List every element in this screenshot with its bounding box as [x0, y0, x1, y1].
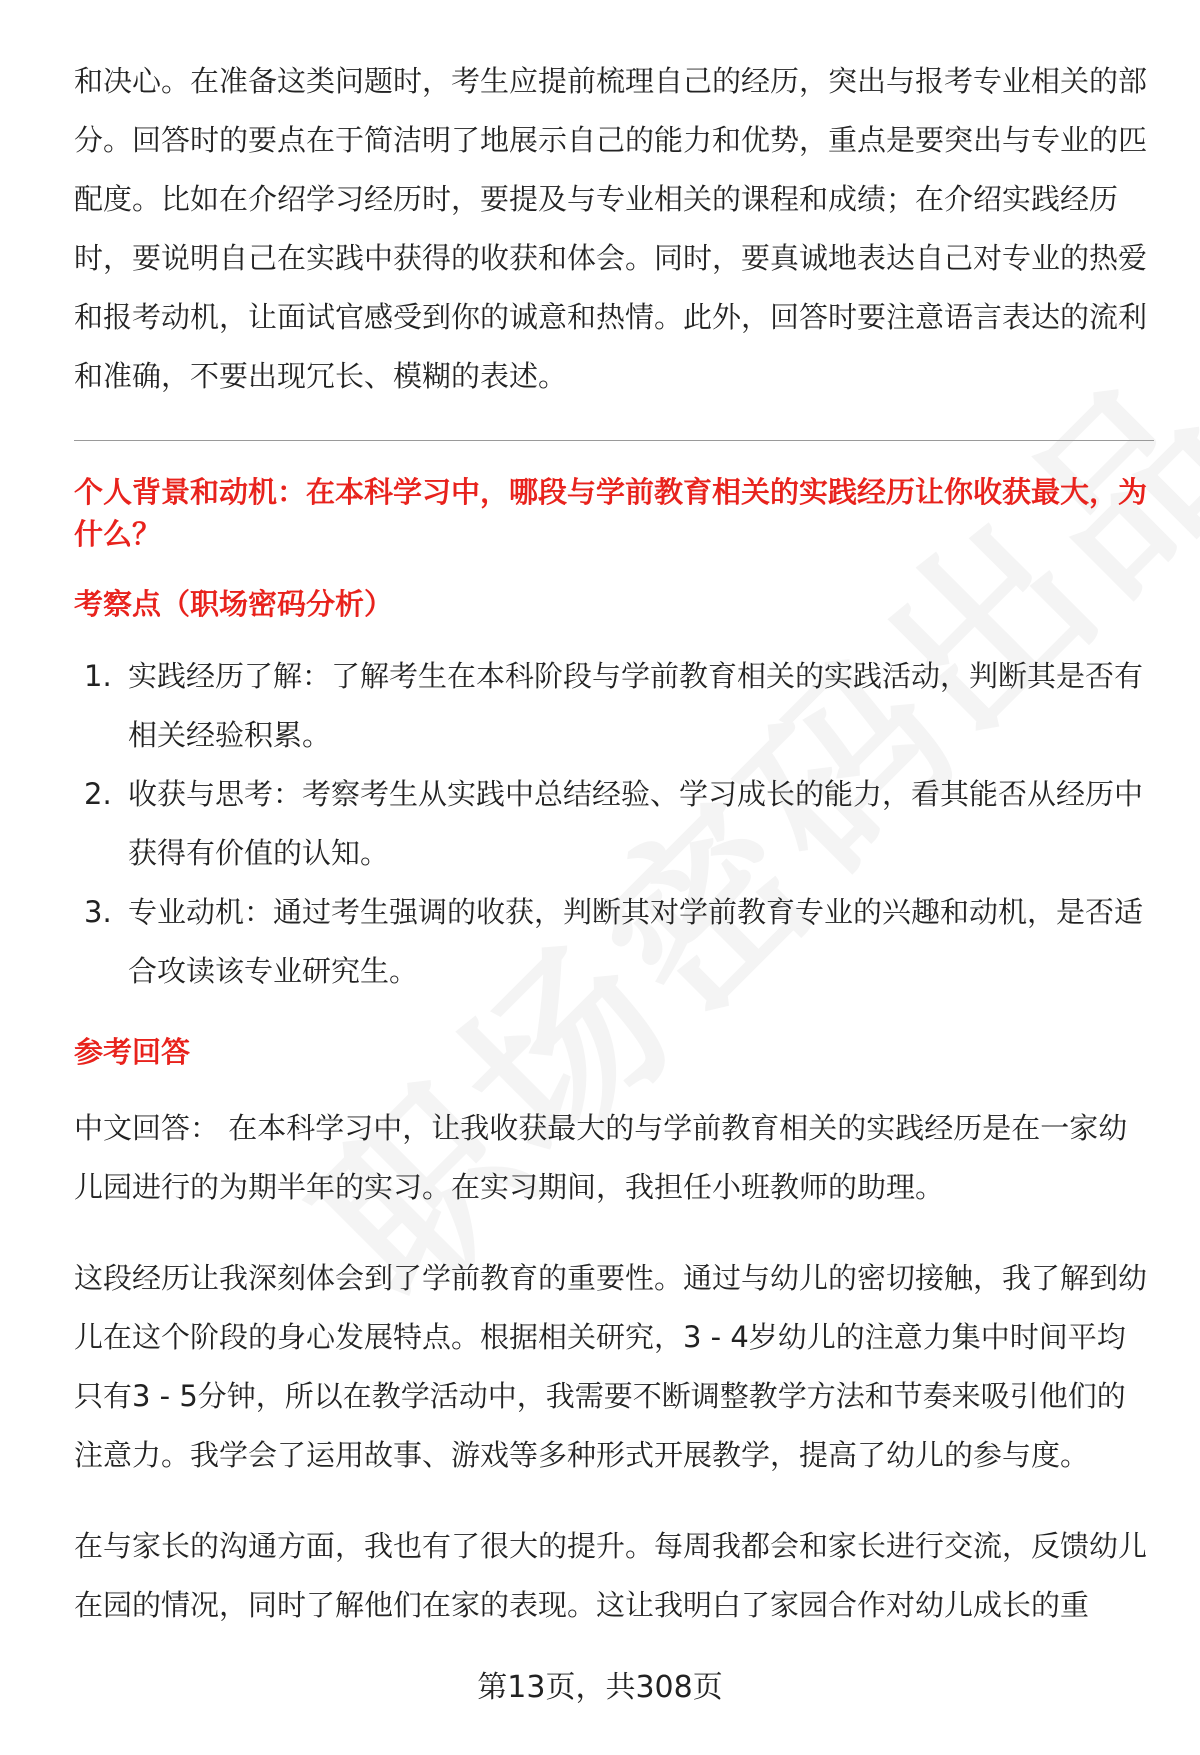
list-item-text: 专业动机：通过考生强调的收获，判断其对学前教育专业的兴趣和动机，是否适合攻读该专业研究生。 [128, 895, 1144, 988]
answer-paragraph-2: 这段经历让我深刻体会到了学前教育的重要性。通过与幼儿的密切接触，我了解到幼儿在这个阶段的身心发展特点。根据相关研究，3 - 4岁幼儿的注意力集中时间平均只有3 - 5分钟，所以在教学活动中，我需要不断调整教学方法和节奏来吸引他们的注意力。我学会了运用故事、游戏等多种形式开展教学，提高了幼儿的参与度。 [74, 1261, 1148, 1472]
points-heading: 考察点（职场密码分析） [74, 587, 394, 621]
list-item [74, 765, 1154, 883]
section-divider [74, 440, 1154, 441]
page-content [74, 52, 1154, 1635]
list-item-text: 收获与思考：考察考生从实践中总结经验、学习成长的能力，看其能否从经历中获得有价值的认知。 [128, 777, 1144, 870]
question-title: 个人背景和动机：在本科学习中，哪段与学前教育相关的实践经历让你收获最大，为什么？ [74, 475, 1148, 551]
list-item [74, 647, 1154, 765]
page-number: 第13页，共308页 [477, 1670, 723, 1705]
answer-paragraph-3: 在与家长的沟通方面，我也有了很大的提升。每周我都会和家长进行交流，反馈幼儿在园的情况，同时了解他们在家的表现。这让我明白了家园合作对幼儿成长的重 [74, 1529, 1148, 1622]
answer-heading: 参考回答 [74, 1035, 191, 1069]
list-item-number: 2. [84, 777, 112, 811]
list-item-number: 1. [84, 659, 112, 693]
list-item-text: 实践经历了解：了解考生在本科阶段与学前教育相关的实践活动，判断其是否有相关经验积累。 [128, 659, 1144, 752]
paragraph-gap [74, 1485, 1154, 1517]
list-item-number: 3. [84, 895, 112, 929]
intro-paragraph: 和决心。在准备这类问题时，考生应提前梳理自己的经历，突出与报考专业相关的部分。回答时的要点在于简洁明了地展示自己的能力和优势，重点是要突出与专业的匹配度。比如在介绍学习经历时，要提及与专业相关的课程和成绩；在介绍实践经历时，要说明自己在实践中获得的收获和体会。同时，要真诚地表达自己对专业的热爱和报考动机，让面试官感受到你的诚意和热情。此外，回答时要注意语言表达的流利和准确，不要出现冗长、模糊的表述。 [74, 64, 1148, 393]
list-item [74, 883, 1154, 1001]
paragraph-gap [74, 1217, 1154, 1249]
points-list [74, 647, 1154, 1001]
answer-paragraph-1: 中文回答： 在本科学习中，让我收获最大的与学前教育相关的实践经历是在一家幼儿园进行的为期半年的实习。在实习期间，我担任小班教师的助理。 [74, 1111, 1128, 1204]
